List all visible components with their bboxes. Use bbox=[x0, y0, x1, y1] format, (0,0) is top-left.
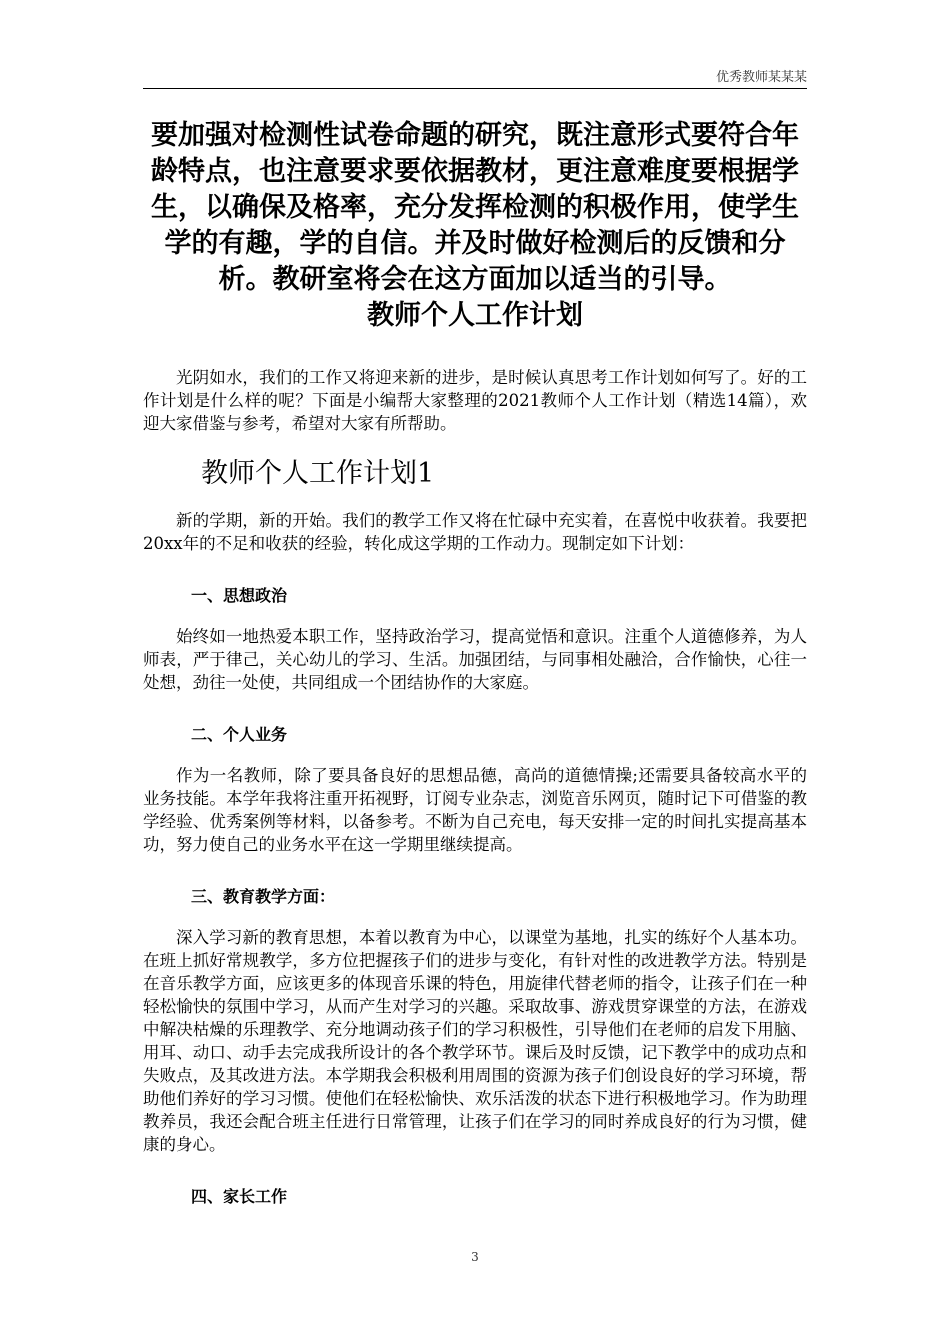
section-body-1: 始终如一地热爱本职工作，坚持政治学习，提高觉悟和意识。注重个人道德修养，为人师表，严于律己，关心幼儿的学习、生活。加强团结，与同事相处融洽，合作愉快，心往一处想，劲往一处使，共同组成一个团结协作的大家庭。 bbox=[143, 627, 807, 692]
lead-paragraph: 要加强对检测性试卷命题的研究，既注意形式要符合年龄特点，也注意要求要依据教材，更注意难度要根据学生，以确保及格率，充分发挥检测的积极作用，使学生学的有趣，学的自信。并及时做好检测后的反馈和分析。教研室将会在这方面加以适当的引导。 bbox=[151, 120, 799, 295]
section-title: 教师个人工作计划1 bbox=[201, 458, 435, 489]
document-title: 教师个人工作计划 bbox=[367, 300, 583, 331]
opening-paragraph: 新的学期，新的开始。我们的教学工作又将在忙碌中充实着，在喜悦中收获着。我要把20xx年的不足和收获的经验，转化成这学期的工作动力。现制定如下计划： bbox=[143, 511, 807, 553]
intro-paragraph: 光阴如水，我们的工作又将迎来新的进步，是时候认真思考工作计划如何写了。好的工作计划是什么样的呢？下面是小编帮大家整理的2021教师个人工作计划（精选14篇），欢迎大家借鉴与参考，希望对大家有所帮助。 bbox=[143, 368, 807, 433]
section-body-2: 作为一名教师，除了要具备良好的思想品德，高尚的道德情操;还需要具备较高水平的业务技能。本学年我将注重开拓视野，订阅专业杂志，浏览音乐网页，随时记下可借鉴的教学经验、优秀案例等材料，以备参考。不断为自己充电，每天安排一定的时间扎实提高基本功，努力使自己的业务水平在这一学期里继续提高。 bbox=[143, 766, 807, 854]
section-body-3: 深入学习新的教育思想，本着以教育为中心，以课堂为基地，扎实的练好个人基本功。在班上抓好常规教学，多方位把握孩子们的进步与变化，有针对性的改进教学方法。特别是在音乐教学方面，应该更多的体现音乐课的特色，用旋律代替老师的指令，让孩子们在一种轻松愉快的氛围中学习，从而产生对学习的兴趣。采取故事、游戏贯穿课堂的方法，在游戏中解决枯燥的乐理教学、充分地调动孩子们的学习积极性，引导他们在老师的启发下用脑、用耳、动口、动手去完成我所设计的各个教学环节。课后及时反馈，记下教学中的成功点和失败点，及其改进方法。本学期我会积极利用周围的资源为孩子们创设良好的学习环境，帮助他们养好的学习习惯。使他们在轻松愉快、欢乐活泼的状态下进行积极地学习。作为助理教养员，我还会配合班主任进行日常管理，让孩子们在学习的同时养成良好的行为习惯，健康的身心。 bbox=[143, 928, 807, 1154]
section-heading-1: 一、思想政治 bbox=[191, 586, 288, 605]
header-divider bbox=[143, 88, 807, 89]
page-number: 3 bbox=[471, 1250, 479, 1264]
section-heading-3: 三、教育教学方面： bbox=[191, 887, 336, 906]
section-heading-2: 二、个人业务 bbox=[191, 725, 288, 744]
page-content bbox=[143, 96, 807, 1208]
section-heading-4: 四、家长工作 bbox=[191, 1187, 288, 1206]
header-author: 优秀教师某某某 bbox=[715, 70, 807, 85]
